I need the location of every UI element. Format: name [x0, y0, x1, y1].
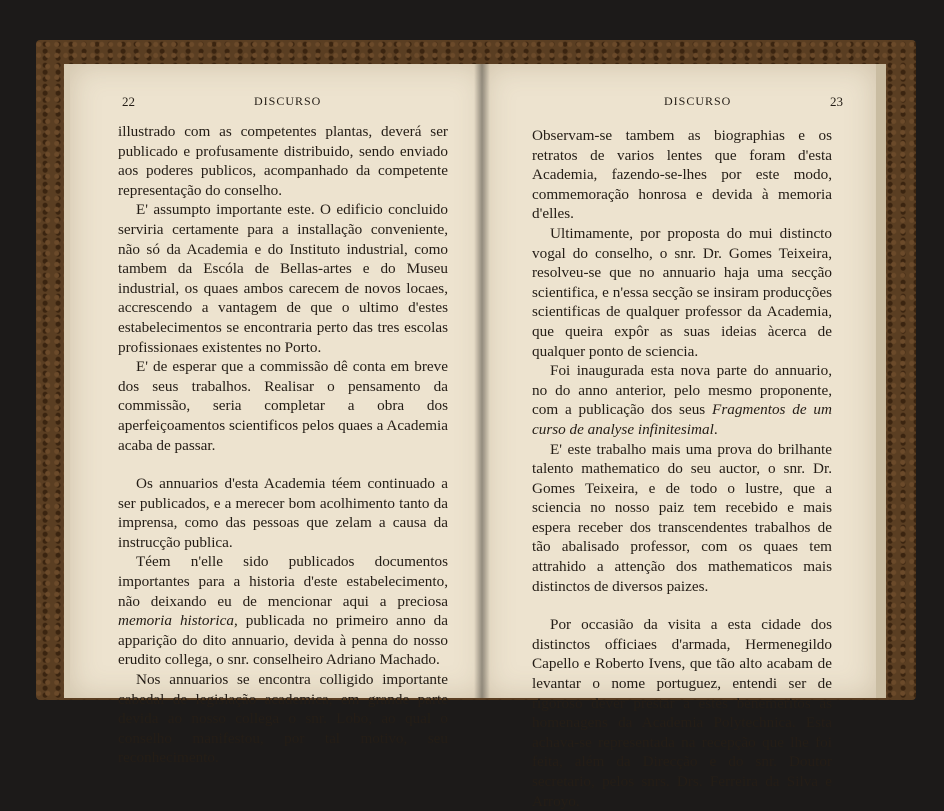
paragraph-text: , publicada no primeiro anno da apparição do dito annuario, devida à penna do nosso erudito collega, o snr. conselheiro Adriano Machado. — [118, 612, 448, 669]
paragraph: Por occasião da visita a esta cidade dos distinctos officiaes d'armada, Hermenegildo Capello e Roberto Ivens, que tão alto acabam de levantar o nome portuguez, entendi ser de rigoroso dever prestar a estes benemeritos as homenagens da Academia Polytechnica. Esta achava-se representada na recepção que lhe foi feita, além da Direcção e do snr. Doutor secretario, pelos snrs. Drs. Ferreira da Silva e Arroyo. — [532, 616, 832, 810]
paragraph — [118, 552, 448, 670]
italic-title: memoria historica — [118, 612, 234, 630]
paragraph: Nos annuarios se encontra colligido importante cabedal de legislação academica, em grande parte devida ao nosso collega o snr. Lobo, ao qual o conselho manifestou, por tal motivo, seu reconhecimento. — [118, 671, 448, 767]
page-number-right: 23 — [830, 94, 843, 109]
paragraph: E' este trabalho mais uma prova do brilhante talento mathematico do seu auctor, o snr. Dr. Gomes Teixeira, e de todo o lustre, que a sciencia no nosso paiz tem recebido e mais espera receber dos transcendentes trabalhos de tão abalisado professor, com os quaes tem attrahido a attenção dos mathematicos mais distinctos de diversos paizes. — [532, 440, 832, 595]
paragraph-text: Téem n'elle sido publicados documentos importantes para a historia d'este estabelecimento, não deixando eu de mencionar aqui a preciosa — [118, 553, 448, 610]
running-head-right: DISCURSO — [664, 94, 732, 108]
right-page — [484, 64, 886, 810]
paragraph: Os annuarios d'esta Academia téem continuado a ser publicados, e a merecer bom acolhimento tanto da imprensa, como das pessoas que zelam a causa da instrucção publica. — [118, 475, 448, 551]
paragraph: E' de esperar que a commissão dê conta em breve dos seus trabalhos. Realisar o pensamento da commissão, seria completar a obra dos aperfeiçoamentos scientificos pelos quaes a Academia acaba de passar. — [118, 358, 448, 454]
paragraph — [532, 361, 832, 439]
paragraph: Ultimamente, por proposta do mui distincto vogal do conselho, o snr. Dr. Gomes Teixeira, resolveu-se que no annuario haja uma secção scientifica, e n'essa secção se insiram producções scientificas de qualquer professor da Academia, que queira expôr as suas ideias àcerca de qualquer ponto de sciencia. — [532, 224, 832, 360]
paragraph: E' assumpto importante este. O edificio concluido serviria certamente para a installação conveniente, não só da Academia e do Instituto industrial, como tambem da Escóla de Bellas-artes e do Museu industrial, os quaes ambos carecem de novos locaes, accrescendo a vantagem de que o ultimo d'estes estabelecimentos se encontraria perto das tres escolas profissionaes existentes no Porto. — [118, 201, 448, 356]
left-page-text — [118, 122, 448, 768]
paragraph-text: . — [713, 420, 718, 438]
page-number-left: 22 — [122, 94, 135, 109]
right-page-text — [532, 126, 832, 811]
left-page — [64, 64, 486, 767]
book-gutter — [474, 64, 490, 698]
running-head-left: DISCURSO — [254, 94, 322, 108]
paragraph: illustrado com as competentes plantas, deverá ser publicado e profusamente distribuido, sendo enviado aos poderes publicos, acompanhado da competente representação do conselho. — [118, 123, 448, 199]
paragraph: Observam-se tambem as biographias e os retratos de varios lentes que foram d'esta Academia, fazendo-se-lhes por este modo, commemoração honrosa e devida à memoria d'elles. — [532, 127, 832, 223]
paragraph-text: Foi inaugurada esta nova parte do annuario, no do anno anterior, pelo mesmo proponente, com a publicação dos seus — [532, 362, 832, 419]
italic-title: Fragmentos de um curso de analyse infinitesimal — [532, 401, 832, 438]
